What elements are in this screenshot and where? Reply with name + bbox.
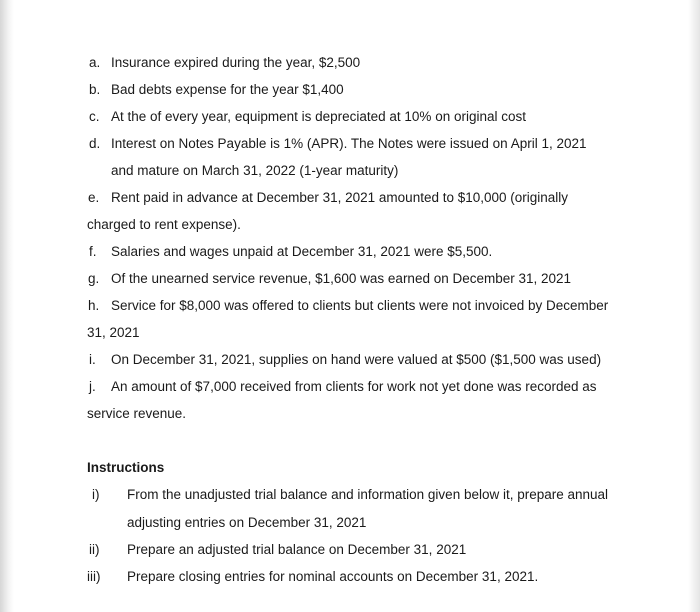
item-e-continuation: charged to rent expense). xyxy=(87,217,241,232)
instruction-2-label: ii) xyxy=(89,542,100,557)
item-g-label: g. xyxy=(88,271,100,286)
instruction-3-label: iii) xyxy=(87,569,101,584)
item-c-text: At the of every year, equipment is depreciated at 10% on original cost xyxy=(111,109,526,124)
item-e-text: Rent paid in advance at December 31, 2021 amounted to $10,000 (originally xyxy=(111,190,569,205)
item-h-label: h. xyxy=(88,298,100,313)
item-j-continuation: service revenue. xyxy=(87,406,187,421)
item-d-continuation: and mature on March 31, 2022 (1-year maturity) xyxy=(111,163,399,178)
item-d-text: Interest on Notes Payable is 1% (APR). The Notes were issued on April 1, 2021 xyxy=(111,136,587,151)
item-h-continuation: 31, 2021 xyxy=(87,325,140,340)
item-d-label: d. xyxy=(89,136,101,151)
instruction-2-text: Prepare an adjusted trial balance on December 31, 2021 xyxy=(127,542,467,557)
instruction-3-text: Prepare closing entries for nominal accounts on December 31, 2021. xyxy=(127,569,539,584)
instruction-1-text: From the unadjusted trial balance and information given below it, prepare annual xyxy=(127,487,609,502)
item-b-text: Bad debts expense for the year $1,400 xyxy=(111,82,344,97)
instruction-1-continuation: adjusting entries on December 31, 2021 xyxy=(127,515,367,530)
item-i-label: i. xyxy=(89,352,96,367)
item-f-text: Salaries and wages unpaid at December 31, 2021 were $5,500. xyxy=(111,244,493,259)
item-j-text: An amount of $7,000 received from clients for work not yet done was recorded as xyxy=(111,379,597,394)
instruction-1-label: i) xyxy=(92,487,100,502)
item-b-label: b. xyxy=(89,82,101,97)
page-edge-shadow-right xyxy=(688,0,700,612)
item-g-text: Of the unearned service revenue, $1,600 was earned on December 31, 2021 xyxy=(111,271,572,286)
instructions-heading: Instructions xyxy=(87,460,165,475)
item-f-label: f. xyxy=(89,244,97,259)
item-e-label: e. xyxy=(88,190,100,205)
item-a-label: a. xyxy=(89,55,101,70)
item-i-text: On December 31, 2021, supplies on hand were valued at $500 ($1,500 was used) xyxy=(111,352,602,367)
page-edge-shadow-left xyxy=(0,0,14,612)
item-h-text: Service for $8,000 was offered to clients but clients were not invoiced by December xyxy=(111,298,609,313)
item-a-text: Insurance expired during the year, $2,500 xyxy=(111,55,361,70)
item-c-label: c. xyxy=(89,109,100,124)
item-j-label: j. xyxy=(89,379,96,394)
